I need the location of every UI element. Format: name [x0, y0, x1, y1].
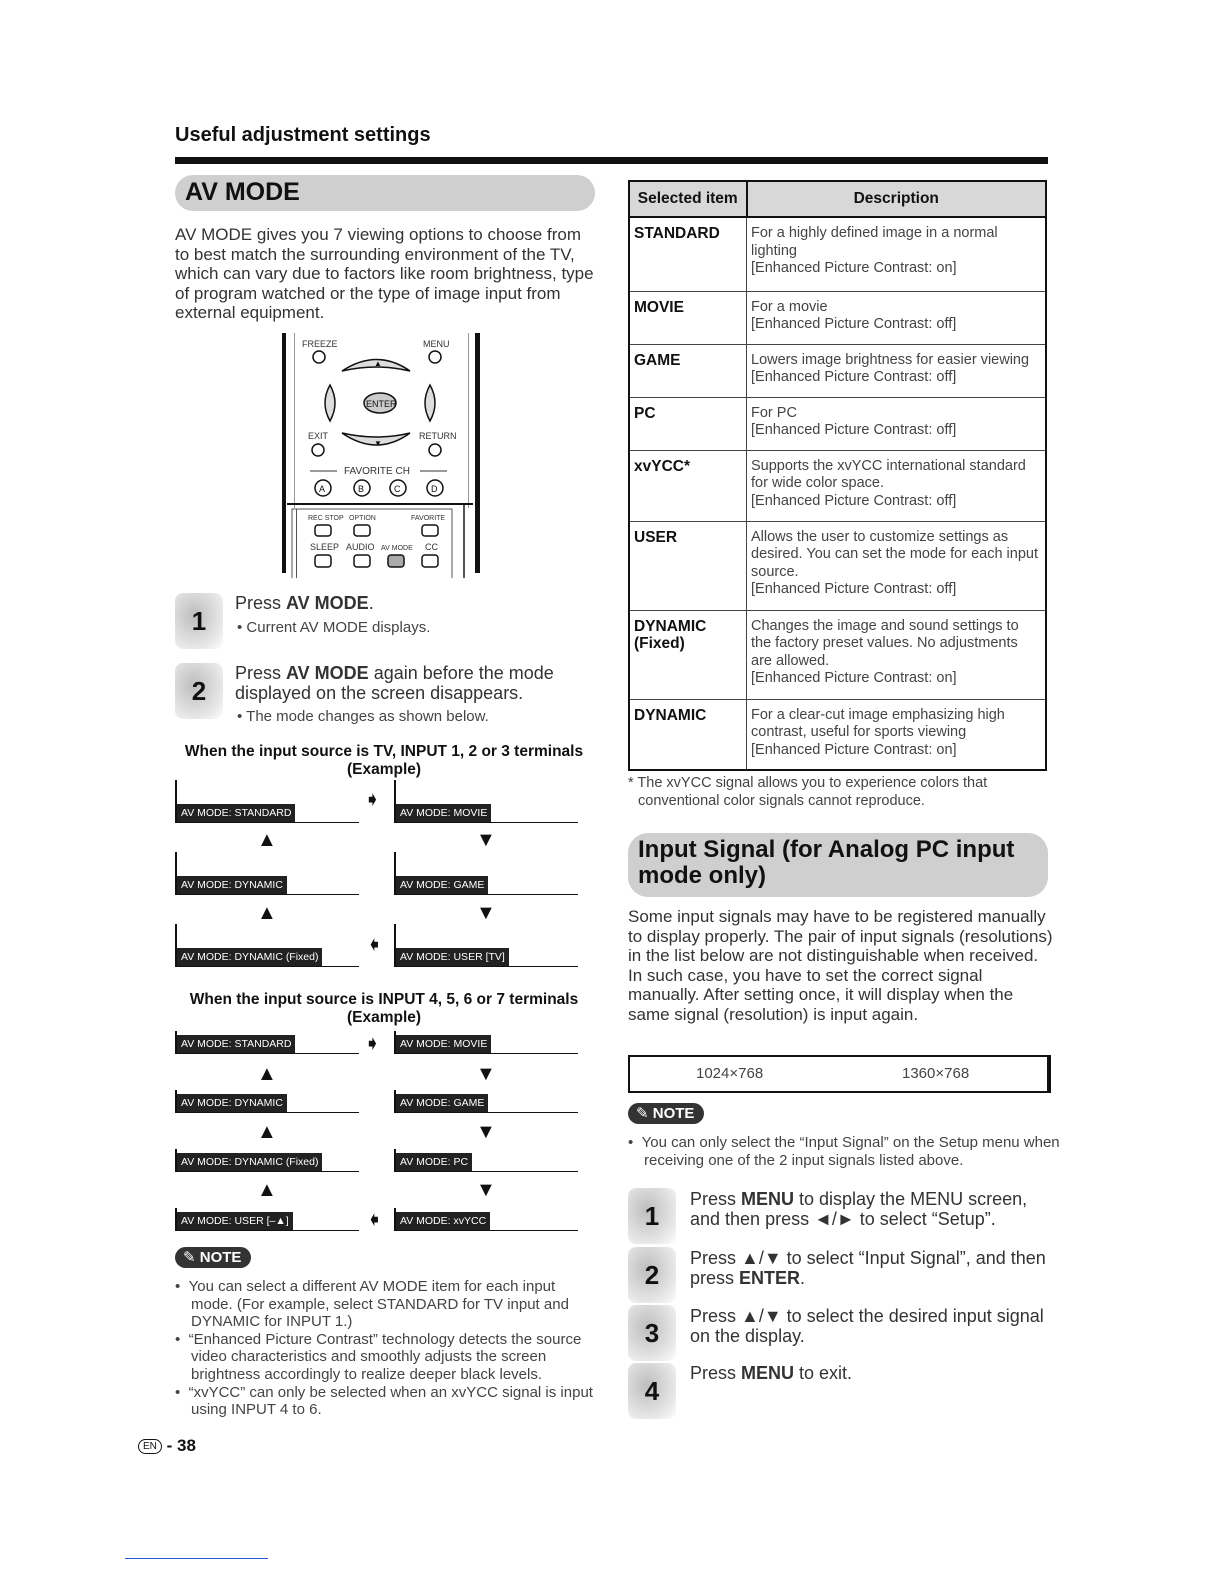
audio-label: AUDIO: [346, 542, 375, 552]
menu-button-icon: [429, 351, 441, 363]
table-row: GAME Lowers image brightness for easier viewing [Enhanced Picture Contrast: off]: [629, 344, 1046, 397]
resolution-2: 1360×768: [902, 1065, 970, 1082]
up-arrow-icon: ▲: [257, 1179, 277, 1201]
down-arrow-icon: ▼: [476, 1179, 496, 1201]
down-arrow-icon: ▼: [476, 829, 496, 851]
down-arrow-icon: ▼: [476, 1121, 496, 1143]
table-row: USER Allows the user to customize settings as desired. You can set the mode for each input source. [Enhanced Picture Contrast: off]: [629, 521, 1046, 610]
example2-heading: When the input source is INPUT 4, 5, 6 or 7 terminals (Example): [189, 991, 579, 1026]
note-item: • “Enhanced Picture Contrast” technology detects the source video characteristics and smoothly adjusts the screen brightness accordingly to realize deeper black levels.: [175, 1330, 582, 1383]
note-badge: ✎ NOTE: [175, 1248, 251, 1267]
svg-text:▼: ▼: [374, 439, 382, 448]
remote-illustration: [282, 333, 482, 578]
left-arrow-key-icon: [325, 385, 335, 421]
svg-text:D: D: [431, 484, 438, 494]
audio-button-icon: [354, 555, 370, 567]
up-arrow-icon: ▲: [257, 1121, 277, 1143]
input-step-1-text: Press MENU to display the MENU screen, and then press ◄/► to select “Setup”.: [690, 1189, 1028, 1229]
sleep-button-icon: [315, 555, 331, 567]
flow1-standard: AV MODE: STANDARD: [175, 780, 359, 823]
resolution-box: [628, 1055, 1051, 1093]
step-2-text: Press AV MODE again before the mode displayed on the screen disappears.: [235, 663, 554, 703]
step-2-badge: 2: [175, 663, 223, 719]
flow2-movie: AV MODE: MOVIE: [394, 1031, 578, 1054]
input-step-3-text: Press ▲/▼ to select the desired input signal on the display.: [690, 1306, 1044, 1346]
flow2-dynamic: AV MODE: DYNAMIC: [175, 1090, 359, 1113]
example1-heading: When the input source is TV, INPUT 1, 2 or 3 terminals (Example): [184, 743, 584, 778]
option-button-icon: [354, 525, 370, 536]
step-3-badge: 3: [628, 1305, 676, 1361]
av-mode-table: [628, 180, 1047, 771]
note-item: • You can select a different AV MODE item for each input mode. (For example, select STANDARD for TV input and DYNAMIC for INPUT 1.): [175, 1278, 569, 1331]
flow2-dynamic-fixed: AV MODE: DYNAMIC (Fixed): [175, 1149, 359, 1172]
svg-text:B: B: [358, 484, 365, 494]
left-arrow-icon: ➧: [366, 1209, 383, 1231]
input-signal-title: Input Signal (for Analog PC input mode only): [638, 836, 1015, 889]
av-mode-label: AV MODE: [381, 545, 413, 552]
up-arrow-icon: ▲: [257, 902, 277, 924]
top-rule: [175, 157, 1048, 164]
flow1-dynamic-fixed: AV MODE: DYNAMIC (Fixed): [175, 924, 359, 967]
input-step-2-text: Press ▲/▼ to select “Input Signal”, and then press ENTER.: [690, 1248, 1046, 1288]
rec-stop-button-icon: [315, 525, 331, 536]
step-1-bullet: • Current AV MODE displays.: [237, 619, 431, 636]
flow2-user: AV MODE: USER [–▲]: [175, 1208, 359, 1231]
return-button-icon: [429, 444, 441, 456]
input-step-4-text: Press MENU to exit.: [690, 1363, 853, 1383]
table-row: STANDARD For a highly defined image in a normal lighting [Enhanced Picture Contrast: on]: [629, 217, 1046, 291]
av-mode-title: AV MODE: [185, 178, 300, 206]
table-row: MOVIE For a movie [Enhanced Picture Contrast: off]: [629, 291, 1046, 344]
favorite-button-icon: [422, 525, 438, 536]
left-arrow-icon: ➧: [366, 934, 383, 956]
flow2-xvycc: AV MODE: xvYCC: [394, 1208, 578, 1231]
flow1-user-tv: AV MODE: USER [TV]: [394, 924, 578, 967]
right-arrow-key-icon: [425, 385, 435, 421]
resolution-1: 1024×768: [696, 1065, 764, 1082]
up-arrow-icon: ▲: [257, 1063, 277, 1085]
flow1-game: AV MODE: GAME: [394, 852, 578, 895]
av-mode-intro: AV MODE gives you 7 viewing options to choose from to best match the surrounding environment of the TV, which can vary due to factors like room brightness, type of program watched or the type of image input from external equipment.: [175, 225, 594, 323]
flow2-pc: AV MODE: PC: [394, 1149, 578, 1172]
step-2-badge: 2: [628, 1247, 676, 1303]
flow2-game: AV MODE: GAME: [394, 1090, 578, 1113]
step-1-text: Press AV MODE.: [235, 593, 374, 613]
up-arrow-icon: ▲: [257, 829, 277, 851]
av-mode-button-icon: [388, 555, 404, 567]
step-1-badge: 1: [628, 1188, 676, 1244]
step-4-badge: 4: [628, 1363, 676, 1419]
freeze-button-icon: [313, 351, 325, 363]
sleep-label: SLEEP: [310, 542, 340, 552]
note-badge: ✎ NOTE: [628, 1104, 704, 1123]
menu-label: MENU: [423, 339, 450, 349]
svg-text:▲: ▲: [374, 359, 382, 368]
table-footnote: * The xvYCC signal allows you to experience colors that conventional color signals cannot reproduce.: [628, 775, 988, 809]
down-arrow-icon: ▼: [476, 1063, 496, 1085]
flow1-dynamic: AV MODE: DYNAMIC: [175, 852, 359, 895]
page-number: EN - 38: [138, 1436, 196, 1456]
bottom-link-rule: [125, 1558, 268, 1559]
pencil-icon: ✎: [636, 1105, 649, 1122]
table-header: Selected item: [629, 181, 747, 217]
table-header: Description: [747, 181, 1047, 217]
rec-stop-label: REC STOP: [308, 515, 344, 522]
flow1-movie: AV MODE: MOVIE: [394, 780, 578, 823]
right-arrow-icon: ➧: [364, 789, 381, 811]
table-row: xvYCC* Supports the xvYCC international standard for wide color space. [Enhanced Picture Contrast: off]: [629, 450, 1046, 521]
table-row: DYNAMIC (Fixed) Changes the image and sound settings to the factory preset values. No adjustments are allowed. [Enhanced Picture Contrast: on]: [629, 610, 1046, 699]
flow2-standard: AV MODE: STANDARD: [175, 1031, 359, 1054]
table-row: PC For PC [Enhanced Picture Contrast: off]: [629, 397, 1046, 450]
input-signal-note: • You can only select the “Input Signal” on the Setup menu when receiving one of the 2 input signals listed above.: [628, 1134, 1060, 1169]
table-row: DYNAMIC For a clear-cut image emphasizing high contrast, useful for sports viewing [Enhanced Picture Contrast: on]: [629, 699, 1046, 770]
option-label: OPTION: [349, 515, 376, 522]
return-label: RETURN: [419, 431, 457, 441]
svg-text:C: C: [394, 484, 401, 494]
input-signal-para: Some input signals may have to be registered manually to display properly. The pair of input signals (resolutions) in the list below are not distinguishable when received. In such case, you have to set the correct signal manually. After setting once, it will display when the same signal (resolution) is input again.: [628, 907, 1053, 1024]
exit-button-icon: [312, 444, 324, 456]
language-badge: EN: [138, 1439, 162, 1454]
cc-button-icon: [422, 555, 438, 567]
favorite-ch-label: FAVORITE CH: [344, 466, 410, 477]
section-title: Useful adjustment settings: [175, 124, 431, 146]
av-mode-notes: [175, 1278, 600, 1419]
pencil-icon: ✎: [183, 1249, 196, 1266]
table-header-row: [629, 181, 1046, 217]
right-arrow-icon: ➧: [364, 1033, 381, 1055]
cc-label: CC: [425, 542, 438, 552]
step-1-badge: 1: [175, 593, 223, 649]
down-arrow-icon: ▼: [476, 902, 496, 924]
svg-text:A: A: [319, 484, 326, 494]
exit-label: EXIT: [308, 431, 329, 441]
enter-label: ENTER: [366, 399, 397, 409]
step-2-bullet: • The mode changes as shown below.: [237, 708, 489, 725]
freeze-label: FREEZE: [302, 339, 338, 349]
favorite-label: FAVORITE: [411, 515, 446, 522]
note-item: • “xvYCC” can only be selected when an xvYCC signal is input using INPUT 4 to 6.: [175, 1383, 593, 1419]
